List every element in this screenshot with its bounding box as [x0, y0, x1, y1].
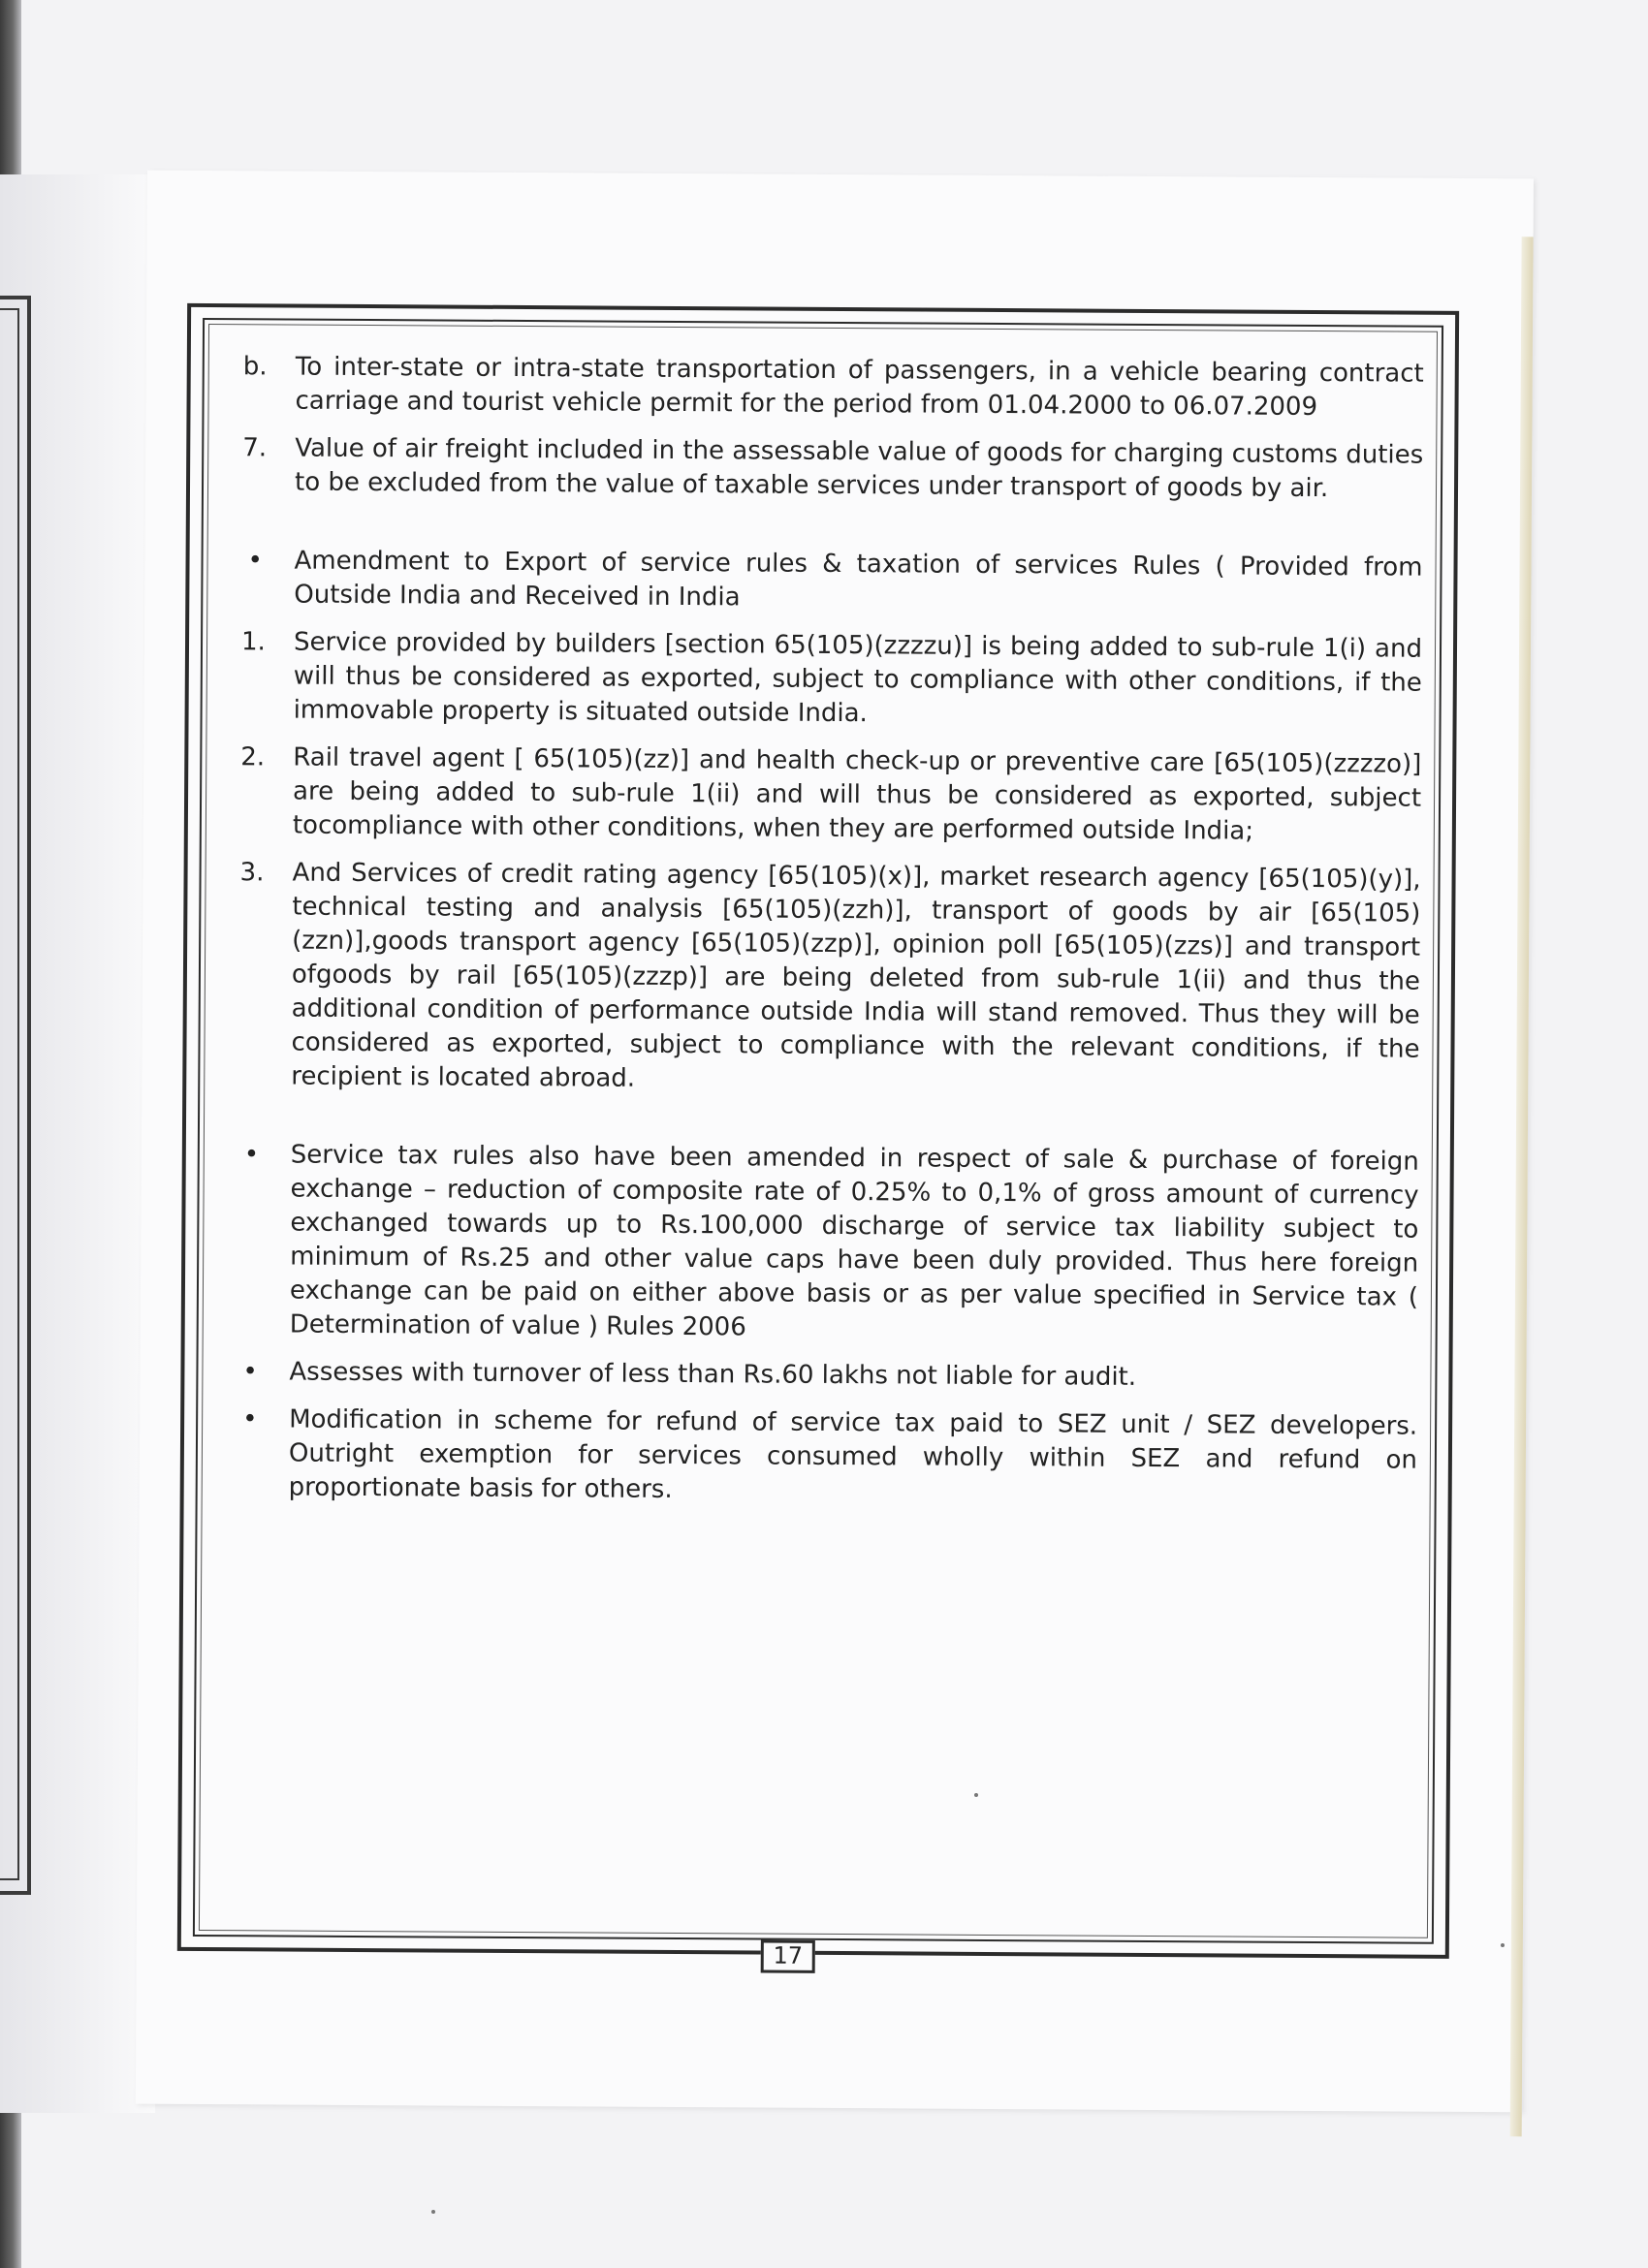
- bullet-marker: •: [243, 1140, 260, 1170]
- list-item-text: Rail travel agent [ 65(105)(zz)] and health check-up or preventive care [65(105)(zzzzo)] are being added to sub-rule 1(ii) and will thus be considered as exported, subject tocompliance with other conditions, when they are performed outside India;: [292, 742, 1422, 846]
- scan-speck: [431, 2210, 435, 2214]
- list-item-text: Service tax rules also have been amended in respect of sale & purchase of foreign exchange – reduction of composite rate of 0.25% to 0,1% of gross amount of currency exchanged towards up to Rs.100,000 discharge of service tax liability subject to minimum of Rs.25 and other value caps have been duly provided. Thus here foreign exchange can be paid on either above basis or as per value specified in Service tax ( Determination of value ) Rules 2006: [289, 1140, 1419, 1342]
- list-item-text: Amendment to Export of service rules & taxation of services Rules ( Provided from Outside India and Received in India: [294, 546, 1423, 613]
- bullet-amendment-export-rules: [241, 544, 1422, 618]
- left-page-inner-border: [0, 308, 19, 1880]
- bullet-marker: •: [242, 1357, 258, 1387]
- list-item-3: [238, 856, 1420, 1100]
- list-marker: 3.: [239, 858, 265, 888]
- bullet-marker: •: [242, 1404, 258, 1434]
- page-content: [237, 350, 1424, 1511]
- bullet-sez-refund: [237, 1402, 1418, 1511]
- list-item-text: Value of air freight included in the assessable value of goods for charging customs duties to be excluded from the value of taxable services under transport of goods by air.: [294, 433, 1424, 504]
- list-item-text: To inter-state or intra-state transportation of passengers, in a vehicle bearing contract carriage and tourist vehicle permit for the period from 01.04.2000 to 06.07.2009: [295, 352, 1424, 423]
- list-item-text: Service provided by builders [section 65(105)(zzzzu)] is being added to sub-rule 1(i) and will thus be considered as exported, subject to compliance with other conditions, if the immovable property is situated outside India.: [293, 627, 1423, 729]
- list-item-1: [241, 625, 1423, 734]
- list-item-text: And Services of credit rating agency [65(105)(x)], market research agency [65(105)(y)], technical testing and analysis [65(105)(zzh)], transport of goods by air [65(105)(zzn)],goods transport agency [65(105)(zzp)], opinion poll [65(105)(zzs)] and transport ofgoods by rail [65(105)(zzzp)] are being deleted from sub-rule 1(ii) and thus the additional condition of performance outside India will stand removed. Thus they will be considered as exported, subject to compliance with the relevant conditions, if the recipient is located abroad.: [291, 858, 1421, 1093]
- bullet-marker: •: [247, 546, 263, 576]
- list-marker: 1.: [240, 627, 266, 657]
- list-item-7: [242, 431, 1423, 506]
- list-item-2: [240, 740, 1422, 849]
- list-item-text: Assesses with turnover of less than Rs.60 lakhs not liable for audit.: [289, 1357, 1137, 1392]
- bullet-audit-turnover: [237, 1355, 1417, 1396]
- list-item-text: Modification in scheme for refund of service tax paid to SEZ unit / SEZ developers. Outright exemption for services consumed wholly within SEZ and refund on proportionate basis for others.: [288, 1404, 1418, 1504]
- list-marker: 7.: [242, 433, 268, 463]
- bullet-foreign-exchange: [238, 1138, 1419, 1348]
- page-edge: [1510, 236, 1534, 2136]
- scan-speck: [974, 1793, 978, 1797]
- list-item-b: [242, 350, 1423, 425]
- list-marker: 2.: [240, 742, 266, 772]
- list-marker: b.: [242, 352, 268, 382]
- page-number: 17: [761, 1940, 815, 1973]
- document-page: [136, 171, 1534, 2113]
- scan-speck: [1501, 1943, 1505, 1947]
